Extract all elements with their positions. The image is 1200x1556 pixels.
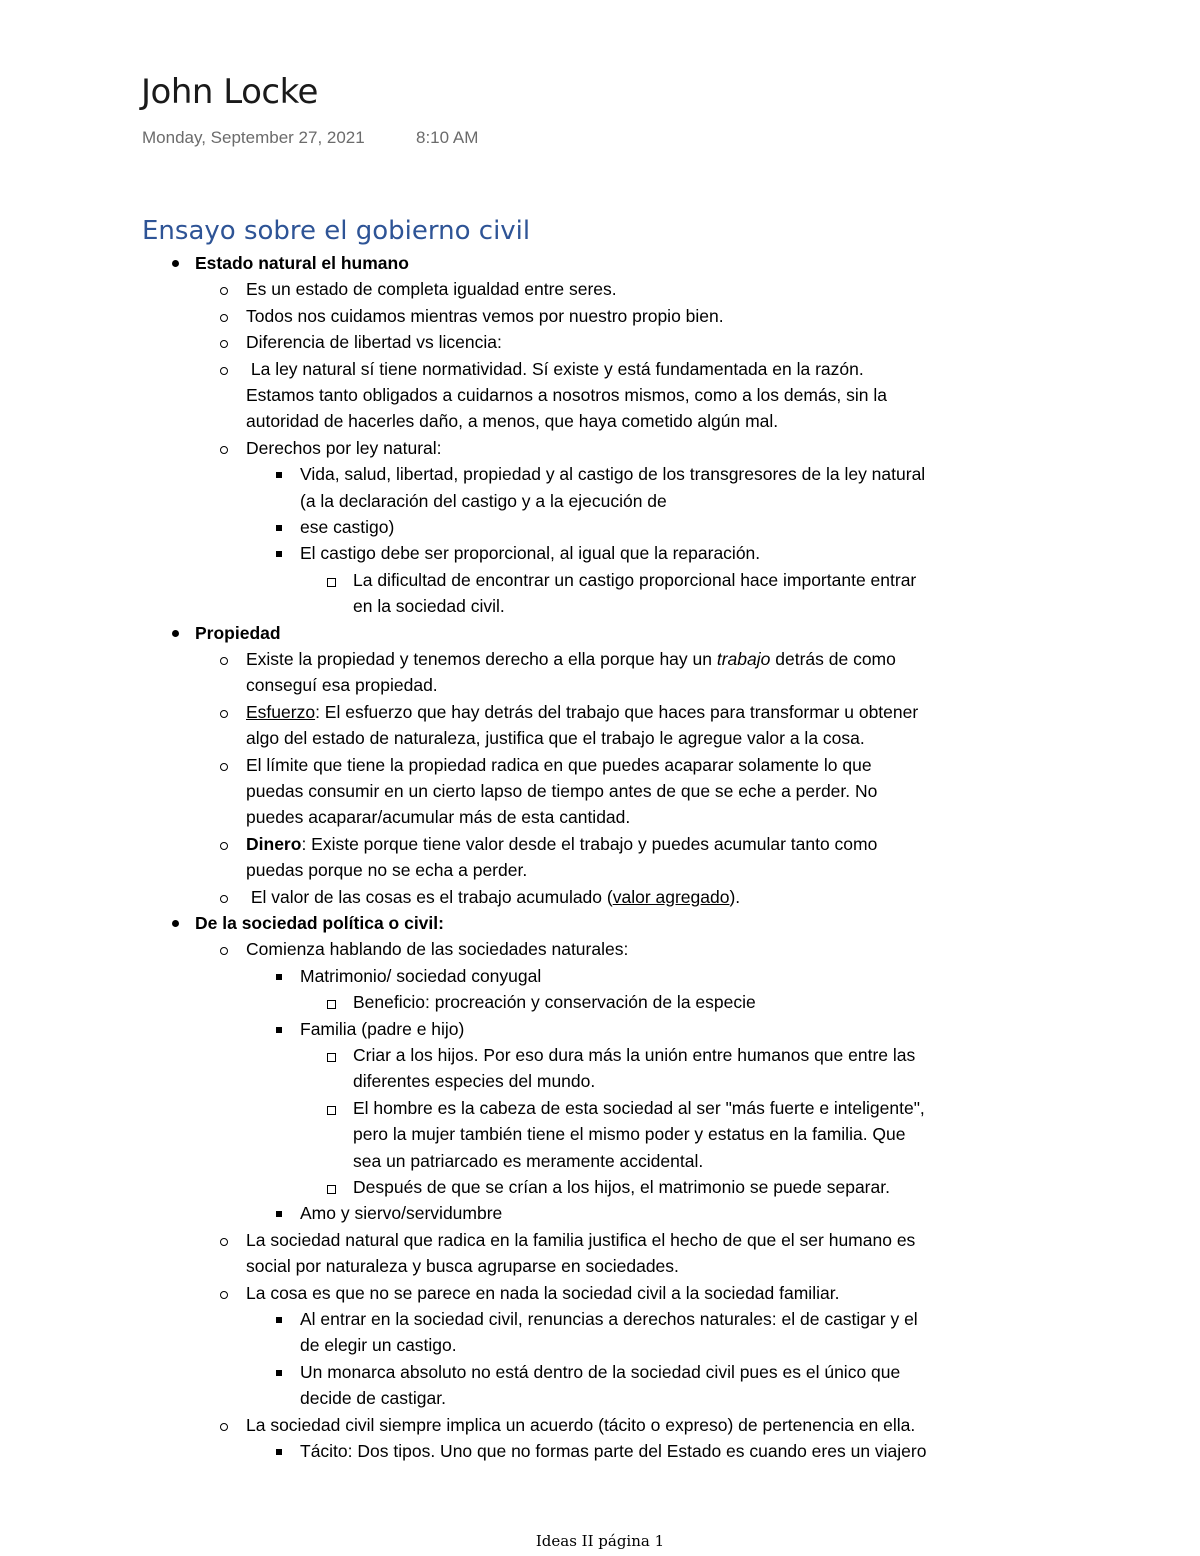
- text-segment: decide de castigar.: [300, 1388, 446, 1409]
- outline-line: [246, 833, 877, 855]
- outline-line: [353, 1123, 906, 1145]
- text-segment: algo del estado de naturaleza, justifica que el trabajo le agregue valor a la cosa.: [246, 728, 865, 749]
- circle-bullet-icon: [220, 446, 228, 454]
- text-segment: Estado natural el humano: [195, 253, 409, 273]
- text-segment: : El esfuerzo que hay detrás del trabajo que haces para transformar u obtener: [315, 701, 919, 722]
- text-segment: Después de que se crían a los hijos, el matrimonio se puede separar.: [353, 1177, 890, 1197]
- outline-line: [300, 1202, 502, 1224]
- text-segment: De la sociedad política o civil:: [195, 913, 444, 933]
- text-segment: : Existe porque tiene valor desde el trabajo y puedes acumular tanto como: [301, 833, 878, 854]
- outline-line: [300, 516, 394, 538]
- text-segment: sea un patriarcado es meramente accidental.: [353, 1150, 704, 1171]
- outline-line: [246, 886, 740, 908]
- text-segment: conseguí esa propiedad.: [246, 675, 438, 696]
- text-segment: Esfuerzo: [246, 701, 316, 722]
- note-date: Monday, September 27, 2021: [142, 128, 365, 147]
- outline-line: [353, 1176, 890, 1198]
- text-segment: detrás de como: [770, 649, 896, 669]
- text-segment: La sociedad natural que radica en la familia justifica el hecho de que el ser humano es: [246, 1229, 916, 1250]
- circle-bullet-icon: [220, 763, 228, 771]
- disc-bullet-icon: [172, 920, 179, 927]
- outline-line: [246, 938, 628, 960]
- outline-line: [246, 701, 918, 723]
- outline-line: [246, 780, 877, 802]
- circle-bullet-icon: [220, 287, 228, 295]
- disc-bullet-icon: [172, 260, 179, 267]
- text-segment: pero la mujer también tiene el mismo poder y estatus en la familia. Que: [353, 1124, 906, 1145]
- square-bullet-icon: [276, 472, 282, 478]
- text-segment: Existe la propiedad y tenemos derecho a ella porque hay un: [246, 649, 717, 669]
- outline-line: [300, 542, 760, 564]
- text-segment: Familia (padre e hijo): [300, 1018, 465, 1039]
- outline-line: [353, 1097, 925, 1119]
- outline-line: [300, 965, 541, 987]
- text-segment: El límite que tiene la propiedad radica en que puedes acaparar solamente lo que: [246, 754, 872, 775]
- circle-bullet-icon: [220, 842, 228, 850]
- outline-line: [246, 1229, 915, 1251]
- hollow-square-bullet-icon: [327, 578, 336, 587]
- text-segment: Amo y siervo/servidumbre: [300, 1203, 503, 1224]
- text-segment: diferentes especies del mundo.: [353, 1071, 596, 1092]
- outline-line: [246, 806, 630, 828]
- outline-line: [353, 1070, 595, 1092]
- outline-line: [246, 331, 502, 353]
- outline-line: [246, 1282, 839, 1304]
- text-segment: Estamos tanto obligados a cuidarnos a nosotros mismos, como a los demás, sin la: [246, 385, 888, 405]
- text-segment: Criar a los hijos. Por eso dura más la unión entre humanos que entre las: [353, 1045, 916, 1065]
- outline-line: [353, 1044, 915, 1066]
- text-segment: La dificultad de encontrar un castigo proporcional hace importante entrar: [353, 569, 917, 590]
- text-segment: El castigo debe ser proporcional, al igual que la reparación.: [300, 543, 761, 564]
- text-segment: autoridad de hacerles daño, a menos, que haya cometido algún mal.: [246, 411, 779, 432]
- text-segment: Tácito: Dos tipos. Uno que no formas parte del Estado es cuando eres un viajero: [300, 1441, 927, 1461]
- page-title: John Locke: [141, 72, 318, 112]
- outline-line: [246, 305, 724, 327]
- text-segment: Propiedad: [195, 622, 281, 643]
- text-segment: Vida, salud, libertad, propiedad y al castigo de los transgresores de la ley natural: [300, 464, 926, 485]
- outline-line: [300, 1361, 900, 1383]
- text-segment: La cosa es que no se parece en nada la sociedad civil a la sociedad familiar.: [246, 1282, 840, 1303]
- circle-bullet-icon: [220, 1238, 228, 1246]
- circle-bullet-icon: [220, 710, 228, 718]
- outline-line: [195, 912, 444, 934]
- text-segment: Un monarca absoluto no está dentro de la sociedad civil pues es el único que: [300, 1361, 901, 1382]
- outline-line: [246, 754, 872, 776]
- outline-line: [195, 252, 409, 274]
- circle-bullet-icon: [220, 314, 228, 322]
- circle-bullet-icon: [220, 895, 228, 903]
- outline-line: [353, 1150, 703, 1172]
- outline-line: [300, 490, 667, 512]
- text-segment: Todos nos cuidamos mientras vemos por nuestro propio bien.: [246, 305, 724, 326]
- square-bullet-icon: [276, 1370, 282, 1376]
- outline-line: [353, 595, 505, 617]
- text-segment: La sociedad civil siempre implica un acuerdo (tácito o expreso) de pertenencia en ella.: [246, 1414, 916, 1435]
- outline-line: [300, 1334, 457, 1356]
- outline-line: [246, 384, 887, 406]
- outline-line: [300, 463, 925, 485]
- outline-line: [353, 569, 916, 591]
- square-bullet-icon: [276, 1027, 282, 1033]
- text-segment: puedas consumir en un cierto lapso de tiempo antes de que se eche a perder. No: [246, 781, 878, 801]
- hollow-square-bullet-icon: [327, 1106, 336, 1115]
- hollow-square-bullet-icon: [327, 1185, 336, 1194]
- text-segment: Derechos por ley natural:: [246, 437, 442, 458]
- note-time: 8:10 AM: [416, 128, 479, 147]
- page-footer: Ideas II página 1: [535, 1532, 665, 1550]
- text-segment: puedes acaparar/acumular más de esta cantidad.: [246, 807, 631, 828]
- square-bullet-icon: [276, 1211, 282, 1217]
- outline-line: [300, 1440, 926, 1462]
- text-segment: Diferencia de libertad vs licencia:: [246, 332, 502, 353]
- circle-bullet-icon: [220, 947, 228, 955]
- text-segment: Al entrar en la sociedad civil, renuncias a derechos naturales: el de castigar y el: [300, 1309, 918, 1329]
- text-segment: Dinero: [246, 833, 302, 854]
- outline-line: [246, 648, 896, 670]
- section-heading: Ensayo sobre el gobierno civil: [142, 216, 531, 246]
- text-segment: El valor de las cosas es el trabajo acumulado (: [246, 886, 613, 907]
- text-segment: Comienza hablando de las sociedades naturales:: [246, 939, 629, 960]
- outline-line: [246, 1255, 679, 1277]
- text-segment: en la sociedad civil.: [353, 596, 505, 617]
- outline-line: [246, 727, 865, 749]
- outline-line: [246, 674, 438, 696]
- outline-line: [246, 859, 527, 881]
- circle-bullet-icon: [220, 340, 228, 348]
- square-bullet-icon: [276, 551, 282, 557]
- hollow-square-bullet-icon: [327, 1053, 336, 1062]
- outline-line: [246, 437, 442, 459]
- text-segment: de elegir un castigo.: [300, 1335, 457, 1356]
- text-segment: Matrimonio/ sociedad conyugal: [300, 965, 542, 986]
- text-segment: ese castigo): [300, 517, 395, 537]
- square-bullet-icon: [276, 525, 282, 531]
- outline-line: [246, 358, 864, 380]
- text-segment: (a la declaración del castigo y a la ejecución de: [300, 490, 667, 511]
- circle-bullet-icon: [220, 367, 228, 375]
- outline-line: [353, 991, 756, 1013]
- text-segment: puedas porque no se echa a perder.: [246, 860, 528, 881]
- hollow-square-bullet-icon: [327, 1000, 336, 1009]
- text-segment: trabajo: [716, 649, 771, 669]
- circle-bullet-icon: [220, 1423, 228, 1431]
- outline-line: [300, 1018, 464, 1040]
- outline-line: [300, 1387, 446, 1409]
- text-segment: ).: [729, 886, 741, 907]
- text-segment: social por naturaleza y busca agruparse en sociedades.: [246, 1256, 679, 1277]
- outline-line: [300, 1308, 918, 1330]
- square-bullet-icon: [276, 1449, 282, 1455]
- outline-line: [246, 278, 617, 300]
- text-segment: valor agregado: [612, 886, 730, 907]
- text-segment: Beneficio: procreación y conservación de la especie: [353, 992, 756, 1013]
- square-bullet-icon: [276, 1317, 282, 1323]
- square-bullet-icon: [276, 974, 282, 980]
- outline-line: [195, 622, 281, 644]
- circle-bullet-icon: [220, 657, 228, 665]
- outline-line: [246, 1414, 915, 1436]
- text-segment: La ley natural sí tiene normatividad. Sí existe y está fundamentada en la razón.: [246, 358, 864, 379]
- outline-line: [246, 410, 778, 432]
- circle-bullet-icon: [220, 1291, 228, 1299]
- disc-bullet-icon: [172, 630, 179, 637]
- text-segment: El hombre es la cabeza de esta sociedad al ser "más fuerte e inteligente",: [353, 1097, 925, 1118]
- text-segment: Es un estado de completa igualdad entre seres.: [246, 279, 617, 300]
